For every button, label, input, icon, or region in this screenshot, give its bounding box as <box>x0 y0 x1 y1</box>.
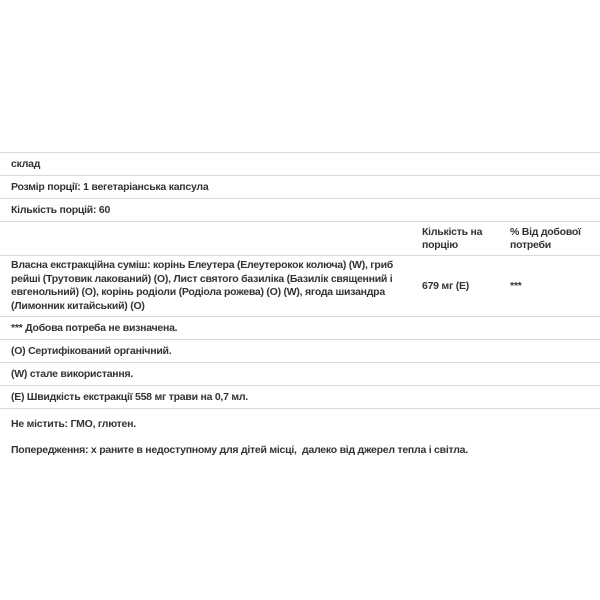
panel-title: склад <box>0 152 600 175</box>
warning-text: Попередження: х раните в недоступному для дітей місці, далеко від джерел тепла і світла. <box>11 444 468 456</box>
servings-per-container: Кількість порцій: 60 <box>0 198 600 221</box>
does-not-contain-text: Не містить: ГМО, глютен. <box>11 418 136 430</box>
footnote-daily-value: *** Добова потреба не визначена. <box>0 316 600 339</box>
facts-panel <box>0 152 600 457</box>
footnote-organic: (О) Сертифікований органічний. <box>0 339 600 362</box>
header-spacer <box>0 222 422 255</box>
column-header-daily-value: % Від добової потреби <box>510 226 581 251</box>
ingredient-amount: 679 мг (E) <box>422 279 469 292</box>
footnote-sustainable: (W) стале використання. <box>0 362 600 385</box>
column-header-amount: Кількість на порцію <box>422 226 483 251</box>
serving-size: Розмір порції: 1 вегетаріанська капсула <box>0 175 600 198</box>
footnote-extraction: (E) Швидкість екстракції 558 мг трави на 0,7 мл. <box>0 385 600 409</box>
table-header-row <box>0 221 600 255</box>
ingredient-row <box>0 255 600 316</box>
ingredient-daily-value: *** <box>510 279 522 292</box>
ingredient-name: Власна екстракційна суміш: корінь Елеутера (Елеутерокок колюча) (W), гриб рейші (Трутовик лакований) (О), Лист святого базиліка (Базилік священний і евгенольний) (О), корінь родіоли (Родіола рожева) (О) (W), ягода шизандра (Лимонник китайський) (О) <box>11 259 394 312</box>
